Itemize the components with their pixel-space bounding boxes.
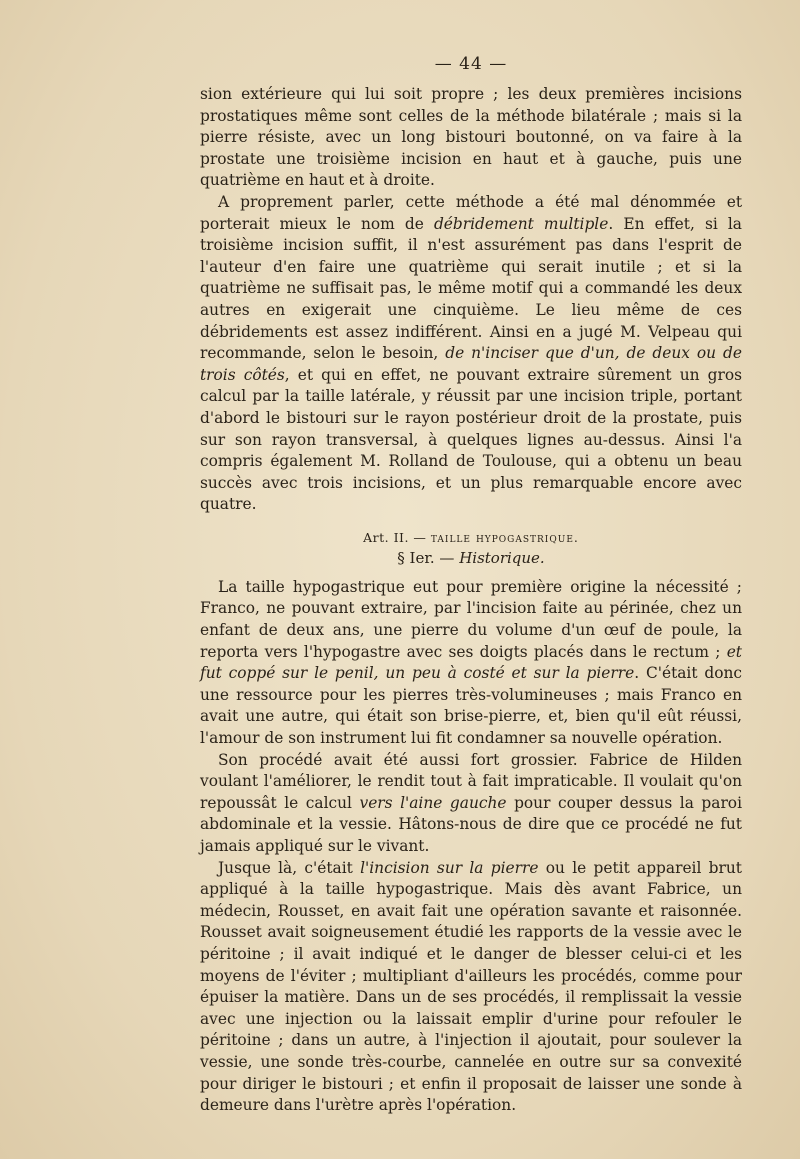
- text-run: . C'était donc une ressource pour les pierres très-volumineuses ; mais Franco en avait une autre, qui était son brise-pierre, et, bien qu'il eût réussi, l'amour de son instrument lui fit condamner sa nouvelle opération.: [200, 664, 742, 748]
- text-run: Jusque là, c'était: [218, 858, 361, 877]
- paragraph: [200, 84, 742, 192]
- section-heading-title: Historique.: [459, 548, 545, 567]
- section-heading: [200, 549, 742, 567]
- italic-text: débridement multiple: [433, 214, 609, 233]
- article-heading: [200, 530, 742, 545]
- section-heading-prefix: § Ier. —: [397, 548, 460, 567]
- italic-text: de n'inciser que d'un, de deux ou de trois côtés: [200, 344, 742, 384]
- text-run: Son procédé avait été aussi fort grossier. Fabrice de Hilden voulant l'améliorer, le rendit tout à fait impraticable. Il voulait qu'on repoussât le calcul: [200, 750, 742, 812]
- paragraph: [200, 192, 742, 516]
- text-run: , et qui en effet, ne pouvant extraire sûrement un gros calcul par la taille latérale, y réussit par une incision triple, portant d'abord le bistouri sur le rayon postérieur droit de la prostate, puis sur son rayon transversal, à quelques lignes au-dessus. Ainsi l'a compris également M. Rolland de Toulouse, qui a obtenu un beau succès avec trois incisions, et un plus remarquable encore avec quatre.: [200, 365, 742, 514]
- italic-text: vers l'aine gauche: [359, 793, 507, 812]
- paragraphs-bottom: [200, 577, 742, 1117]
- page-number: — 44 —: [434, 54, 508, 74]
- paragraphs-top: [200, 84, 742, 516]
- paragraph: [200, 577, 742, 750]
- text-run: ou le petit appareil brut appliqué à la taille hypogastrique. Mais dès avant Fabrice, un médecin, Rousset, en avait fait une opération savante et raisonnée. Rousset avait soigneusement étudié les rapports de la vessie avec le péritoine ; il avait indiqué et le danger de blesser celui-ci et les moyens de l'éviter ; multipliant d'ailleurs les procédés, comme pour épuiser la matière. Dans un de ses procédés, il remplissait la vessie avec une injection ou la laissait emplir d'urine pour refouler le péritoine ; dans un autre, à l'injection il ajoutait, pour soulever la vessie, une sonde très-courbe, cannelée en outre sur sa convexité pour diriger le bistouri ; et enfin il proposait de laisser une sonde à demeure dans l'urètre après l'opération.: [200, 858, 742, 1115]
- text-run: La taille hypogastrique eut pour première origine la nécessité ; Franco, ne pouvant extraire, par l'incision faite au périnée, chez un enfant de deux ans, une pierre du volume d'un œuf de poule, la reporta vers l'hypogastre avec ses doigts placés dans le rectum ;: [200, 577, 742, 661]
- text-run: A proprement parler, cette méthode a été mal dénommée et porterait mieux le nom de: [200, 192, 742, 233]
- article-heading-prefix: Art. II. —: [363, 529, 431, 545]
- italic-text: l'incision sur la pierre: [360, 858, 539, 877]
- text-run: . En effet, si la troisième incision suffit, il n'est assurément pas dans l'esprit de l'auteur d'en faire une quatrième qui serait inutile ; et si la quatrième ne suffisait pas, le même motif qui a commandé les deux autres en exigerait une cinquième. Le lieu même de ces débridements est assez indifférent. Ainsi en a jugé M. Velpeau qui recommande, selon le besoin,: [200, 214, 742, 363]
- paragraph: [200, 858, 742, 1117]
- text-run: sion extérieure qui lui soit propre ; les deux premières incisions prostatiques même sont celles de la méthode bilatérale ; mais si la pierre résiste, avec un long bistouri boutonné, on va faire à la prostate une troisième incision en haut et à gauche, puis une quatrième en haut et à droite.: [200, 85, 742, 190]
- text-run: pour couper dessus la paroi abdominale et la vessie. Hâtons-nous de dire que ce procédé ne fut jamais appliqué sur le vivant.: [200, 793, 742, 855]
- text-body: [200, 84, 742, 1117]
- paragraph: [200, 750, 742, 858]
- italic-text: et fut coppé sur le penil, un peu à costé et sur la pierre: [200, 642, 742, 683]
- article-heading-title: taille hypogastrique.: [430, 529, 579, 545]
